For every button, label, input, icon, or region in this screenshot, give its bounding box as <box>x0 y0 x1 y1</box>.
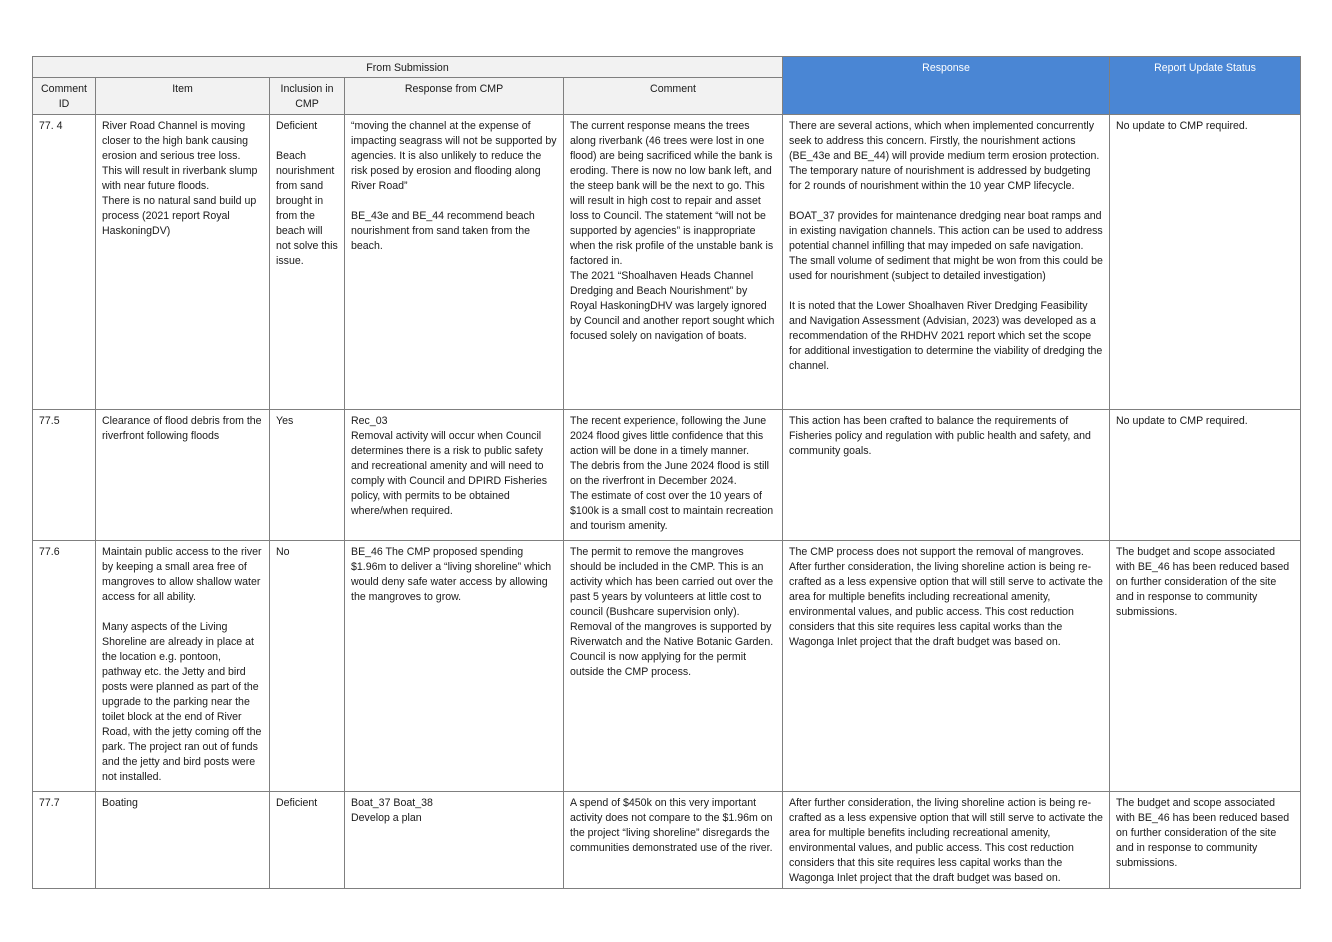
header-row-group <box>33 57 1301 78</box>
comment-id-cell: 77.5 <box>33 410 96 541</box>
response-from-cmp-header: Response from CMP <box>345 78 564 115</box>
report-update-status-header: Report Update Status <box>1110 57 1301 115</box>
inclusion-cell: Yes <box>270 410 345 541</box>
submissions-table <box>32 56 1301 889</box>
response-cell: This action has been crafted to balance the requirements of Fisheries policy and regulation with public health and safety, and community goals. <box>783 410 1110 541</box>
response-cell: After further consideration, the living shoreline action is being re-crafted as a less expensive option that will still serve to activate the area for multiple benefits including recreational amenity, environmental values, and public access. This cost reduction considers that this site requires less capital works than the Wagonga Inlet project that the draft budget was based on. <box>783 792 1110 889</box>
from-submission-header: From Submission <box>33 57 783 78</box>
comment-cell: The current response means the trees along riverbank (46 trees were lost in one flood) are being sacrificed while the bank is eroding. There is now no low bank left, and the steep bank will be the next to go. This will result in high cost to repair and asset loss to Council. The statement “will not be supported by agencies” is inappropriate when the risk profile of the unstable bank is factored in. The 2021 “Shoalhaven Heads Channel Dredging and Beach Nourishment” by Royal HaskoningDHV was largely ignored by Council and another report sought which focused solely on navigation of boats. <box>564 115 783 410</box>
comment-id-header: Comment ID <box>33 78 96 115</box>
item-cell: Clearance of flood debris from the riverfront following floods <box>96 410 270 541</box>
response-from-cmp-cell: BE_46 The CMP proposed spending $1.96m to deliver a “living shoreline” which would deny safe water access by allowing the mangroves to grow. <box>345 541 564 792</box>
inclusion-cell: No <box>270 541 345 792</box>
table-row <box>33 541 1301 792</box>
response-cell: The CMP process does not support the removal of mangroves. After further consideration, the living shoreline action is being re-crafted as a less expensive option that will still serve to activate the area for multiple benefits including recreational amenity, environmental values, and public access. This cost reduction considers that this site requires less capital works than the Wagonga Inlet project that the draft budget was based on. <box>783 541 1110 792</box>
item-cell: Boating <box>96 792 270 889</box>
item-header: Item <box>96 78 270 115</box>
status-cell: No update to CMP required. <box>1110 410 1301 541</box>
table-row <box>33 792 1301 889</box>
comment-cell: A spend of $450k on this very important activity does not compare to the $1.96m on the project “living shoreline” disregards the communities demonstrated use of the river. <box>564 792 783 889</box>
comment-header: Comment <box>564 78 783 115</box>
comment-id-cell: 77. 4 <box>33 115 96 410</box>
inclusion-cell: Deficient <box>270 792 345 889</box>
response-header: Response <box>783 57 1110 115</box>
comment-id-cell: 77.7 <box>33 792 96 889</box>
status-cell: No update to CMP required. <box>1110 115 1301 410</box>
table-row <box>33 115 1301 410</box>
comment-cell: The recent experience, following the June 2024 flood gives little confidence that this action will be done in a timely manner. The debris from the June 2024 flood is still on the riverfront in December 2024. The estimate of cost over the 10 years of $100k is a small cost to maintain recreation and tourism amenity. <box>564 410 783 541</box>
response-from-cmp-cell: “moving the channel at the expense of impacting seagrass will not be supported by agencies. It is also unlikely to reduce the risk posed by erosion and flooding along River Road” BE_43e and BE_44 recommend beach nourishment from sand taken from the beach. <box>345 115 564 410</box>
item-cell: Maintain public access to the river by keeping a small area free of mangroves to allow shallow water access for all ability. Many aspects of the Living Shoreline are already in place at the location e.g. pontoon, pathway etc. the Jetty and bird posts were planned as part of the upgrade to the parking near the toilet block at the end of River Road, with the jetty coming off the park. The project ran out of funds and the jetty and bird posts were not installed. <box>96 541 270 792</box>
inclusion-header: Inclusion in CMP <box>270 78 345 115</box>
response-from-cmp-cell: Rec_03 Removal activity will occur when Council determines there is a risk to public safety and recreational amenity and will need to comply with Council and DPIRD Fisheries policy, with permits to be obtained where/when required. <box>345 410 564 541</box>
status-cell: The budget and scope associated with BE_46 has been reduced based on further consideration of the site and in response to community submissions. <box>1110 541 1301 792</box>
table-row <box>33 410 1301 541</box>
comment-id-cell: 77.6 <box>33 541 96 792</box>
comment-cell: The permit to remove the mangroves should be included in the CMP. This is an activity which has been carried out over the past 5 years by volunteers at little cost to council (Bushcare supervision only). Removal of the mangroves is supported by Riverwatch and the Native Botanic Garden. Council is now applying for the permit outside the CMP process. <box>564 541 783 792</box>
response-cell: There are several actions, which when implemented concurrently seek to address this concern. Firstly, the nourishment actions (BE_43e and BE_44) will provide medium term erosion protection. The temporary nature of nourishment is addressed by budgeting for 2 rounds of nourishment within the 10 year CMP lifecycle. BOAT_37 provides for maintenance dredging near boat ramps and in existing navigation channels. This action can be used to address potential channel infilling that may impeded on safe navigation. The small volume of sediment that might be won from this could be used for nourishment (subject to detailed investigation) It is noted that the Lower Shoalhaven River Dredging Feasibility and Navigation Assessment (Advisian, 2023) was developed as a recommendation of the RHDHV 2021 report which set the scope for additional investigation to determine the viability of dredging the channel. <box>783 115 1110 410</box>
inclusion-cell: Deficient Beach nourishment from sand brought in from the beach will not solve this issue. <box>270 115 345 410</box>
response-from-cmp-cell: Boat_37 Boat_38 Develop a plan <box>345 792 564 889</box>
status-cell: The budget and scope associated with BE_46 has been reduced based on further consideration of the site and in response to community submissions. <box>1110 792 1301 889</box>
item-cell: River Road Channel is moving closer to the high bank causing erosion and serious tree loss. This will result in riverbank slump with near future floods. There is no natural sand build up process (2021 report Royal HaskoningDV) <box>96 115 270 410</box>
